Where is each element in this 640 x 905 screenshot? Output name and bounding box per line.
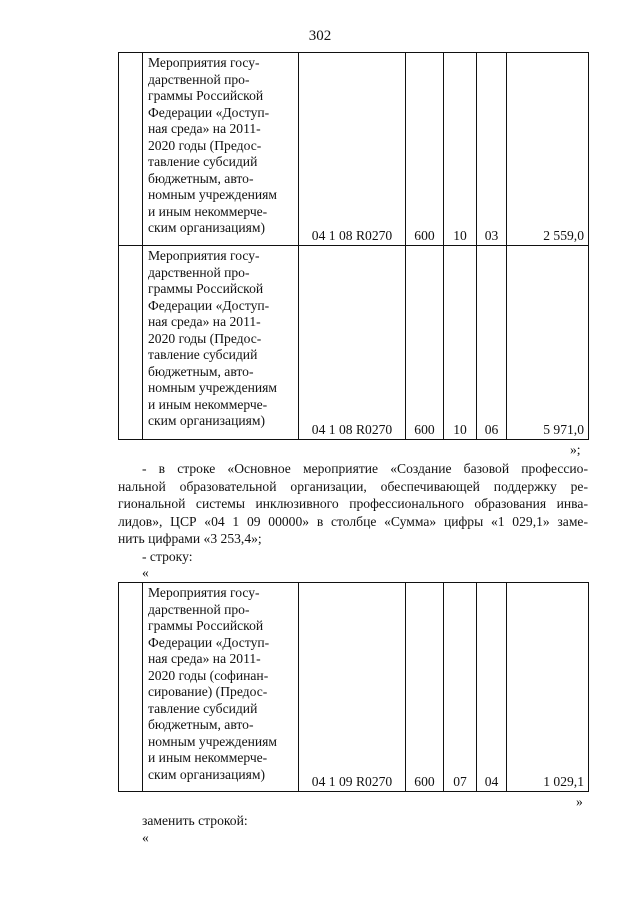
name-line: тавление субсидий [148, 154, 258, 169]
name-line: Федерации «Доступ- [148, 297, 270, 313]
name-line: граммы Российской [148, 88, 264, 103]
name-line: ским организациям) [148, 766, 266, 782]
name-line: дарственной про- [148, 264, 250, 280]
vr-cell: 600 [406, 53, 444, 246]
name-line: 2020 годы (софинан- [148, 667, 269, 683]
table-row [119, 583, 589, 792]
name-line: дарственной про- [148, 601, 250, 617]
name-line: Мероприятия госу- [148, 55, 260, 70]
vr-cell: 600 [406, 246, 444, 440]
name-line: Федерации «Доступ- [148, 634, 270, 650]
paragraph-line: нальной образовательной организации, обеспечивающей поддержку ре- [118, 478, 588, 494]
name-line: граммы Российской [148, 618, 264, 633]
sum-cell: 2 559,0 [507, 53, 589, 246]
name-line: номным учреждениям [148, 733, 278, 749]
sum-cell: 5 971,0 [507, 246, 589, 440]
name-line: и иным некоммерче- [148, 750, 268, 765]
pr-cell: 03 [477, 53, 507, 246]
name-line: номным учреждениям [148, 187, 278, 202]
name-line: ная среда» на 2011- [148, 121, 261, 136]
rz-cell: 10 [444, 53, 477, 246]
table-row [119, 53, 589, 246]
csr-code-cell: 04 1 08 R0270 [299, 53, 406, 246]
name-line: дарственной про- [148, 71, 250, 87]
program-name-cell [143, 246, 299, 440]
blank-cell [119, 583, 143, 792]
closing-quote: » [576, 794, 583, 809]
program-name-cell [143, 53, 299, 246]
name-line: тавление субсидий [148, 700, 258, 716]
name-line: Федерации «Доступ- [148, 104, 270, 120]
name-line: 2020 годы (Предос- [148, 137, 262, 153]
rz-cell: 10 [444, 246, 477, 440]
name-line: и иным некоммерче- [148, 396, 268, 412]
name-line: ским организациям) [148, 413, 266, 428]
string-label: - строку: [142, 549, 193, 564]
budget-table-2 [118, 582, 589, 792]
csr-code-cell: 04 1 09 R0270 [299, 583, 406, 792]
paragraph-line: нить цифрами «3 253,4»; [118, 531, 262, 546]
name-line: тавление субсидий [148, 347, 258, 362]
name-line: бюджетным, авто- [148, 170, 254, 186]
name-line: бюджетным, авто- [148, 363, 254, 379]
name-line: бюджетным, авто- [148, 717, 254, 732]
csr-code-cell: 04 1 08 R0270 [299, 246, 406, 440]
opening-quote: « [142, 830, 149, 845]
name-line: ная среда» на 2011- [148, 651, 261, 666]
blank-cell [119, 53, 143, 246]
name-line: 2020 годы (Предос- [148, 330, 262, 346]
budget-table-1 [118, 52, 589, 440]
page-number: 302 [308, 28, 332, 44]
paragraph-line: - в строке «Основное мероприятие «Создание базовой профессио- [142, 461, 588, 476]
amendment-paragraph [118, 460, 588, 548]
rz-cell: 07 [444, 583, 477, 792]
vr-cell: 600 [406, 583, 444, 792]
closing-quote: »; [570, 442, 581, 457]
name-line: и иным некоммерче- [148, 203, 268, 219]
replace-label: заменить строкой: [142, 813, 248, 828]
name-line: ским организациям) [148, 220, 266, 235]
opening-quote: « [142, 565, 149, 580]
name-line: ная среда» на 2011- [148, 314, 261, 329]
blank-cell [119, 246, 143, 440]
name-line: сирование) (Предос- [148, 684, 268, 699]
pr-cell: 04 [477, 583, 507, 792]
name-line: Мероприятия госу- [148, 248, 260, 263]
program-name-cell [143, 583, 299, 792]
sum-cell: 1 029,1 [507, 583, 589, 792]
name-line: граммы Российской [148, 281, 264, 296]
paragraph-line: гиональной системы инклюзивного профессионального образования инва- [118, 496, 588, 511]
paragraph-line: лидов», ЦСР «04 1 09 00000» в столбце «Сумма» цифры «1 029,1» заме- [118, 513, 588, 529]
name-line: номным учреждениям [148, 380, 278, 395]
name-line: Мероприятия госу- [148, 585, 260, 600]
pr-cell: 06 [477, 246, 507, 440]
table-row [119, 246, 589, 440]
